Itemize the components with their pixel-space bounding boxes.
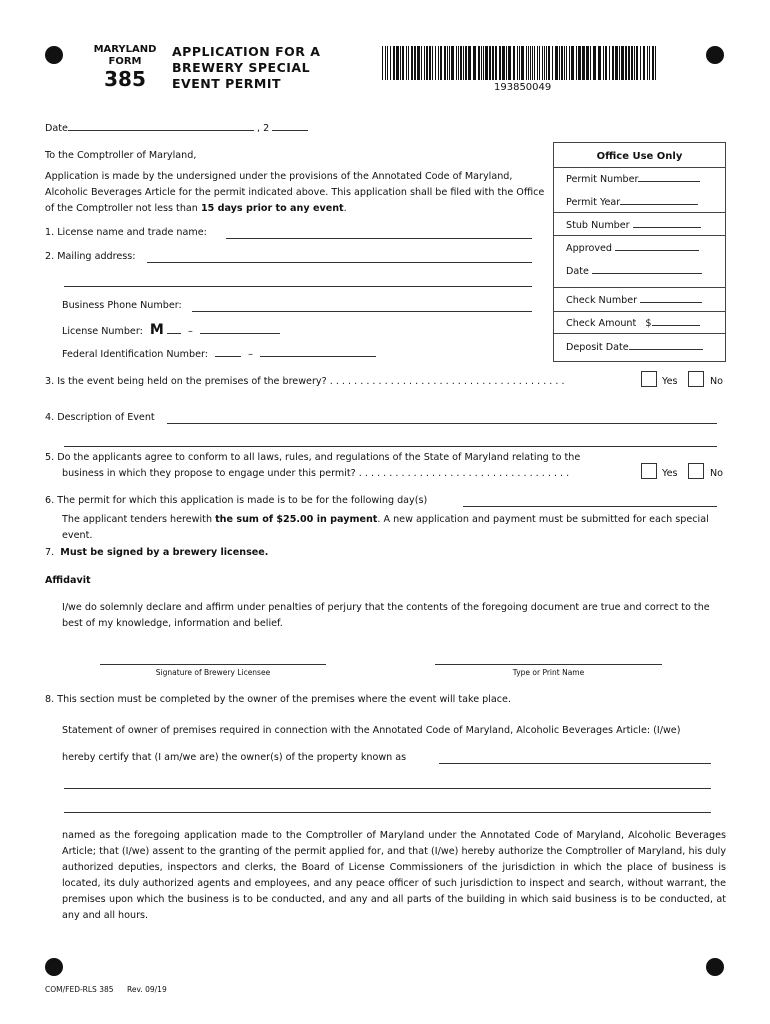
item-5-yes-checkbox[interactable] [641, 463, 657, 479]
barcode-bar [495, 46, 497, 80]
barcode-bar [411, 46, 413, 80]
barcode-bar [655, 46, 656, 80]
license-number-input-1[interactable] [167, 333, 181, 334]
barcode-bar [546, 46, 547, 80]
barcode-bar [506, 46, 507, 80]
barcode-bar [593, 46, 596, 80]
barcode-bar [643, 46, 645, 80]
barcode-bar [396, 46, 399, 80]
barcode-bar [605, 46, 607, 80]
item-1-label: 1. License name and trade name: [45, 227, 207, 238]
barcode-bar [548, 46, 550, 80]
property-input-2[interactable] [64, 788, 711, 789]
federal-id-label: Federal Identification Number: [62, 349, 208, 360]
barcode-bar [478, 46, 480, 80]
date-separator: , 2 [257, 123, 270, 134]
barcode-bar [414, 46, 416, 80]
mailing-address-input[interactable] [147, 262, 532, 263]
federal-id-input-2[interactable] [260, 356, 376, 357]
barcode-bar [539, 46, 540, 80]
deposit-date-field[interactable]: Deposit Date [566, 342, 703, 353]
barcode-bar [435, 46, 436, 80]
barcode-bar [485, 46, 488, 80]
barcode-number: 193850049 [494, 82, 552, 93]
barcode-bar [636, 46, 638, 80]
check-amount-field[interactable]: Check Amount $ [566, 318, 700, 329]
owner-statement: Statement of owner of premises required in connection with the Annotated Code of Maryland, Alcoholic Beverages Article: (I/we) [62, 725, 681, 736]
date-label: Date [45, 123, 68, 134]
barcode-bar [456, 46, 457, 80]
barcode-bar [429, 46, 431, 80]
barcode-bar [526, 46, 527, 80]
barcode-bar [634, 46, 635, 80]
barcode-bar [447, 46, 448, 80]
owner-authorization-text: named as the foregoing application made to the Comptroller of Maryland under the Annotated Code of Maryland, Alcoholic Beverages Article; that (I/we) assent to the granting of the permit applied for, and that (I/we) hereby authorize the Comptroller of Maryland, his duly authorized deputies, inspectors and clerks, the Board of License Commissioners of the jurisdiction in which the place of business is located, its duly authorized agents and employees, and any peace officer of such jurisdiction to inspect and search, without warrant, the premises upon which the business is to be conducted, and any and all parts of the building in which said business is to be conducted, at any and all hours. [62, 830, 726, 921]
item-5-no-label: No [710, 468, 724, 479]
form-label: FORM [108, 56, 142, 67]
barcode-bar [449, 46, 450, 80]
barcode-bar [382, 46, 383, 80]
barcode-bar [463, 46, 464, 80]
property-input-3[interactable] [64, 812, 711, 813]
property-known-as-input[interactable] [439, 763, 711, 764]
barcode-bar [390, 46, 391, 80]
license-trade-name-input[interactable] [226, 238, 532, 239]
barcode-bar [598, 46, 601, 80]
item-3-yes-checkbox[interactable] [641, 371, 657, 387]
barcode-bar [652, 46, 654, 80]
barcode-bar [625, 46, 627, 80]
title-line-2: BREWERY SPECIAL [172, 60, 311, 75]
registration-mark-bottom-left [45, 958, 63, 976]
permit-number-field[interactable]: Permit Number [566, 174, 700, 185]
barcode-bar [576, 46, 577, 80]
barcode-bar [530, 46, 531, 80]
barcode-bar [438, 46, 439, 80]
event-description-input[interactable] [167, 423, 717, 424]
barcode-bar [569, 46, 570, 80]
barcode-bar [590, 46, 591, 80]
form-state: MARYLAND [93, 44, 157, 55]
item-6-label: 6. The permit for which this application is made is to be for the following day(s) [45, 495, 428, 506]
barcode-bar [451, 46, 454, 80]
federal-id-row [62, 349, 376, 360]
license-number-row [62, 322, 280, 338]
item-2-label: 2. Mailing address: [45, 251, 136, 262]
office-use-box [553, 142, 726, 362]
barcode-bar [499, 46, 501, 80]
item-3-yes-label: Yes [662, 376, 678, 387]
barcode-bar [631, 46, 633, 80]
barcode-bar [552, 46, 553, 80]
footer-revision: Rev. 09/19 [127, 985, 167, 994]
barcode-bar [440, 46, 442, 80]
license-number-input-2[interactable] [200, 333, 280, 334]
print-name-input[interactable] [435, 664, 662, 665]
barcode-bar [458, 46, 459, 80]
barcode-bar [615, 46, 618, 80]
barcode-bar [561, 46, 563, 80]
barcode-bar [421, 46, 422, 80]
barcode-bar [612, 46, 614, 80]
barcode-bar [521, 46, 524, 80]
barcode-bar [385, 46, 386, 80]
barcode-bar [513, 46, 515, 80]
item-3-label: 3. Is the event being held on the premises of the brewery? . . . . . . . . . . . . . . . . . . . . . . . . . . . . . . . . . . . . . . . [45, 376, 565, 387]
barcode-bar [564, 46, 565, 80]
barcode-bar [586, 46, 589, 80]
item-5-yes-label: Yes [662, 468, 678, 479]
barcode-bar [649, 46, 650, 80]
barcode-bar [460, 46, 462, 80]
barcode-bar [603, 46, 604, 80]
office-use-title: Office Use Only [596, 151, 683, 162]
salutation: To the Comptroller of Maryland, [45, 150, 197, 161]
item-3-no-label: No [710, 376, 724, 387]
title-line-3: EVENT PERMIT [172, 76, 282, 91]
barcode [380, 46, 660, 82]
permit-year-field[interactable]: Permit Year [566, 197, 698, 208]
barcode-bar [544, 46, 545, 80]
item-3-no-checkbox[interactable] [688, 371, 704, 387]
year-input[interactable] [272, 130, 308, 131]
federal-id-dash: – [248, 349, 253, 360]
barcode-bar [519, 46, 520, 80]
item-8-label: 8. This section must be completed by the owner of the premises where the event will take place. [45, 694, 512, 705]
certify-label: hereby certify that (I am/we are) the owner(s) of the property known as [62, 752, 407, 763]
barcode-bar [424, 46, 425, 80]
item-5-line-1: 5. Do the applicants agree to conform to all laws, rules, and regulations of the State of Maryland relating to the [45, 452, 581, 463]
barcode-bar [387, 46, 388, 80]
business-phone-input[interactable] [192, 311, 532, 312]
barcode-bar [492, 46, 494, 80]
barcode-bar [483, 46, 484, 80]
barcode-bar [609, 46, 610, 80]
stub-number-field[interactable]: Stub Number [566, 220, 701, 231]
barcode-bar [473, 46, 476, 80]
barcode-bar [400, 46, 401, 80]
print-name-label: Type or Print Name [512, 668, 585, 677]
title-line-1: APPLICATION FOR A [172, 44, 321, 59]
federal-id-input-1[interactable] [215, 356, 241, 357]
barcode-bar [426, 46, 428, 80]
barcode-bar [619, 46, 620, 80]
barcode-bar [566, 46, 567, 80]
approved-field[interactable]: Approved [566, 243, 699, 254]
license-number-label: License Number: [62, 326, 143, 337]
barcode-bar [489, 46, 491, 80]
barcode-bar [628, 46, 630, 80]
license-prefix: M [149, 322, 164, 338]
form-number: 385 [104, 67, 146, 91]
item-5-line-2: business in which they propose to engage under this permit? . . . . . . . . . . . . . . . . . . . . . . . . . . . . . . . . . . . [62, 468, 570, 479]
registration-mark-top-left [45, 46, 63, 64]
barcode-bar [481, 46, 482, 80]
date-input[interactable] [68, 130, 254, 131]
barcode-bar [393, 46, 395, 80]
item-4-label: 4. Description of Event [45, 412, 155, 423]
barcode-bar [508, 46, 511, 80]
barcode-bar [402, 46, 404, 80]
barcode-bar [621, 46, 624, 80]
intro-paragraph: Application is made by the undersigned under the provisions of the Annotated Code of Maryland, Alcoholic Beverages Article for the permit indicated above. This application shall be filed with the Office of the Comptroller not less than 15 days prior to any event. [45, 171, 545, 214]
office-date-field[interactable]: Date [566, 266, 702, 277]
affidavit-text: I/we do solemnly declare and affirm under penalties of perjury that the contents of the foregoing document are true and correct to the best of my knowledge, information and belief. [62, 602, 710, 629]
event-description-input-2[interactable] [64, 446, 717, 447]
barcode-bar [534, 46, 535, 80]
barcode-bar [528, 46, 529, 80]
barcode-bar [432, 46, 433, 80]
registration-mark-bottom-right [706, 958, 724, 976]
check-number-field[interactable]: Check Number [566, 295, 702, 306]
barcode-bar [578, 46, 581, 80]
item-7: 7. Must be signed by a brewery licensee. [45, 547, 269, 558]
barcode-bar [640, 46, 641, 80]
barcode-bar [582, 46, 585, 80]
barcode-bar [542, 46, 543, 80]
tender-paragraph: The applicant tenders herewith the sum of $25.00 in payment. A new application and payment must be submitted for each special event. [62, 514, 709, 541]
barcode-bar [517, 46, 518, 80]
barcode-bar [647, 46, 648, 80]
barcode-bar [444, 46, 446, 80]
barcode-bar [502, 46, 505, 80]
signature-input[interactable] [100, 664, 326, 665]
license-dash: – [187, 326, 193, 337]
signature-label: Signature of Brewery Licensee [155, 668, 271, 677]
barcode-bar [571, 46, 574, 80]
affidavit-title: Affidavit [45, 575, 91, 586]
barcode-bar [537, 46, 538, 80]
barcode-bar [406, 46, 407, 80]
business-phone-label: Business Phone Number: [62, 300, 182, 311]
date-row [45, 123, 308, 134]
barcode-bar [417, 46, 420, 80]
footer-form-id: COM/FED-RLS 385 [45, 985, 114, 994]
barcode-bar [559, 46, 560, 80]
item-5-no-checkbox[interactable] [688, 463, 704, 479]
barcode-bar [465, 46, 467, 80]
event-days-input[interactable] [463, 506, 717, 507]
barcode-bar [555, 46, 558, 80]
registration-mark-top-right [706, 46, 724, 64]
barcode-bar [468, 46, 471, 80]
barcode-bar [408, 46, 409, 80]
mailing-address-input-2[interactable] [64, 286, 532, 287]
barcode-bar [532, 46, 533, 80]
